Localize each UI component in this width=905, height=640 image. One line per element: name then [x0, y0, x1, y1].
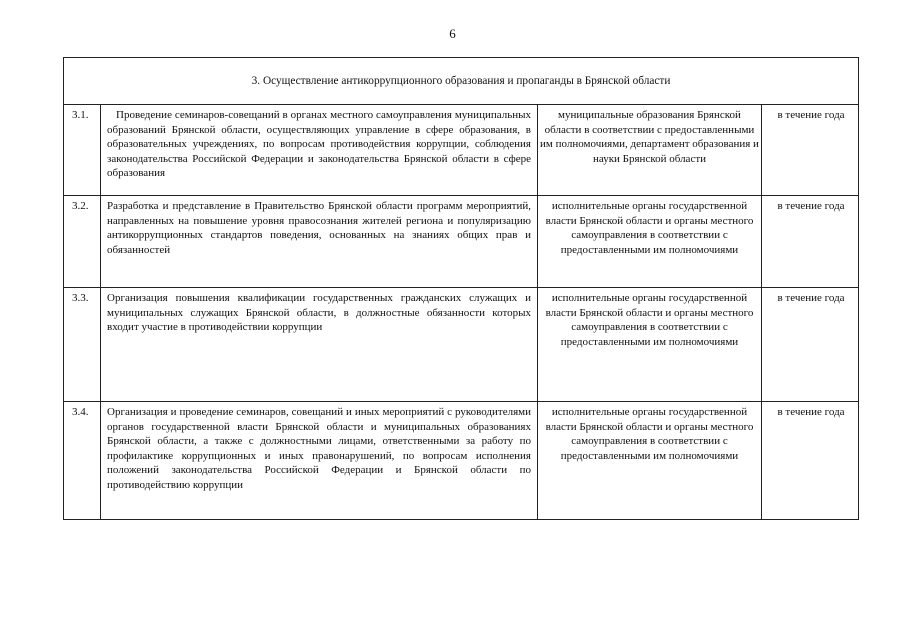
section-header-row	[64, 58, 859, 105]
section-title: 3. Осуществление антикоррупционного образования и пропаганды в Брянской области	[64, 58, 859, 105]
row-description: Организация повышения квалификации государственных гражданских служащих и муниципальных служащих Брянской области, в должностные обязанности которых входит участие в противодействии коррупции	[101, 288, 538, 402]
row-executors: исполнительные органы государственной власти Брянской области и органы местного самоуправления в соответствии с предоставленными им полномочиями	[538, 196, 762, 288]
table-row	[64, 402, 859, 520]
table-row	[64, 196, 859, 288]
row-description: Проведение семинаров-совещаний в органах местного самоуправления муниципальных образований Брянской области, осуществляющих управление в сфере образования, в образовательных учреждениях, по вопросам противодействия коррупции, соблюдения законодательства Российской Федерации и законодательства Брянской области в сфере образования	[101, 105, 538, 196]
row-number: 3.3.	[64, 288, 101, 402]
row-number: 3.2.	[64, 196, 101, 288]
row-executors: исполнительные органы государственной власти Брянской области и органы местного самоуправления в соответствии с предоставленными им полномочиями	[538, 288, 762, 402]
row-term: в течение года	[762, 196, 859, 288]
row-executors: исполнительные органы государственной власти Брянской области и органы местного самоуправления в соответствии с предоставленными им полномочиями	[538, 402, 762, 520]
table-row	[64, 105, 859, 196]
page-number: 6	[449, 26, 456, 41]
row-term: в течение года	[762, 402, 859, 520]
row-term: в течение года	[762, 105, 859, 196]
row-executors: муниципальные образования Брянской области в соответствии с предоставленными им полномочиями, департамент образования и науки Брянской области	[538, 105, 762, 196]
row-number: 3.1.	[64, 105, 101, 196]
row-description: Организация и проведение семинаров, совещаний и иных мероприятий с руководителями органов государственной власти Брянской области и муниципальных образованиях Брянской области, а также с должностными лицами, ответственными за работу по профилактике коррупционных и иных правонарушений, по вопросам исполнения положений законодательства Российской Федерации и Брянской области по противодействию коррупции	[101, 402, 538, 520]
row-description: Разработка и представление в Правительство Брянской области программ мероприятий, направленных на повышение уровня правосознания жителей региона и популяризацию антикоррупционных стандартов поведения, основанных на знаниях общих прав и обязанностей	[101, 196, 538, 288]
row-term: в течение года	[762, 288, 859, 402]
row-number: 3.4.	[64, 402, 101, 520]
table-row	[64, 288, 859, 402]
measures-table	[63, 57, 859, 520]
